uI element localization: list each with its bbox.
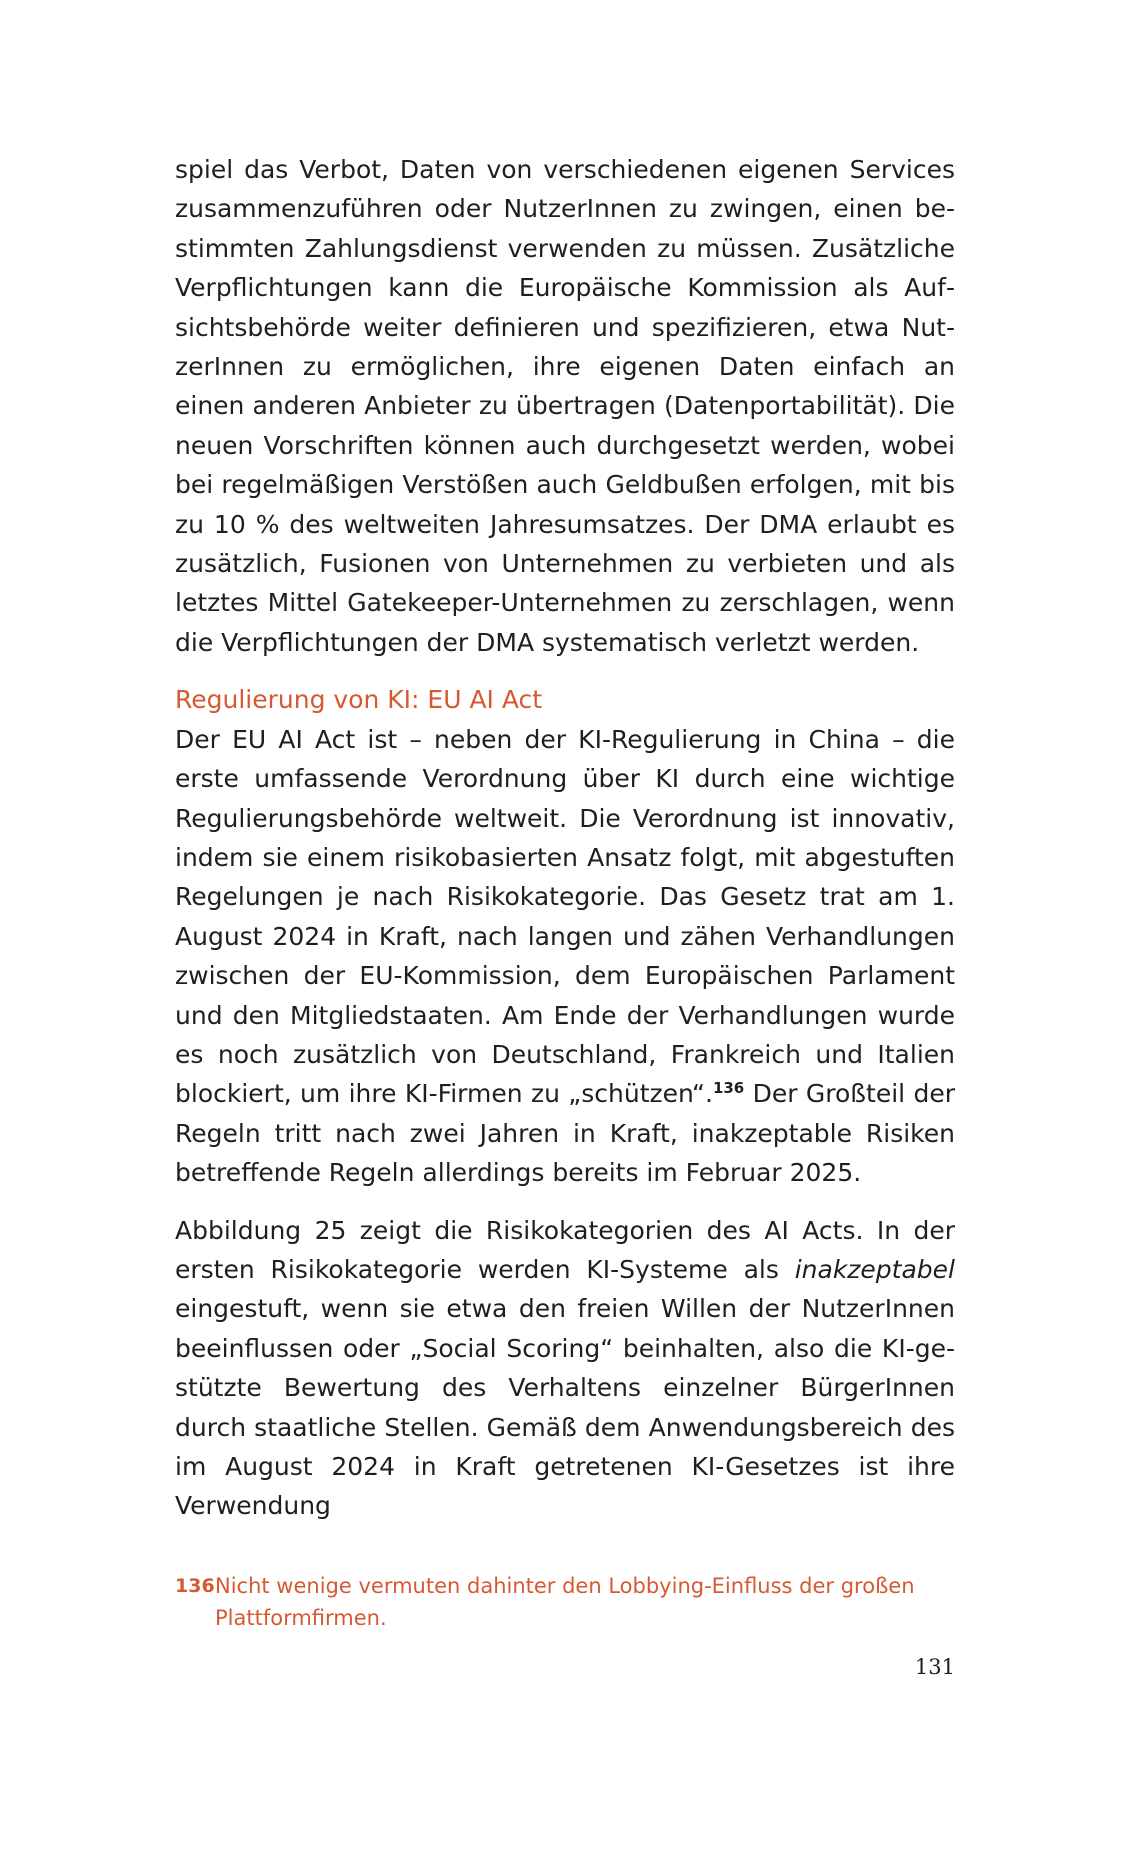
footnote-reference[interactable]: 136: [712, 1079, 745, 1098]
footnote: [175, 1570, 955, 1634]
body-paragraph: [175, 1211, 955, 1526]
page-body: [175, 150, 955, 1526]
body-paragraph: [175, 720, 955, 1193]
section-heading: Regulierung von KI: EU AI Act: [175, 685, 543, 715]
footnote-number: 136: [175, 1575, 215, 1597]
emphasized-term: inakzeptabel: [794, 1254, 955, 1284]
paragraph-text: Der Großteil der Regeln tritt nach zwei Jahren in Kraft, inakzeptable Risiken betreffende Regeln allerdings bereits im Februar 2025.: [175, 1079, 956, 1188]
body-paragraph: spiel das Verbot, Daten von verschiedenen eigenen Services zusammenzuführen oder NutzerInnen zu zwingen, einen bestimmten Zahlungsdienst verwenden zu müssen. Zusätzliche Verpflichtungen kann die Europäische Kommission als Aufsichtsbehörde weiter definieren und spezifizieren, etwa NutzerInnen zu ermöglichen, ihre eigenen Daten einfach an einen anderen Anbieter zu übertragen (Datenportabilität). Die neuen Vorschriften können auch durchgesetzt werden, wobei bei regelmäßigen Verstößen auch Geldbußen erfolgen, mit bis zu 10 % des weltweiten Jahresumsatzes. Der DMA erlaubt es zusätzlich, Fusionen von Unternehmen zu verbieten und als letztes Mittel Gatekeeper-Unternehmen zu zerschlagen, wenn die Verpflichtungen der DMA systematisch verletzt werden.: [175, 155, 955, 657]
paragraph-text: Der EU AI Act ist – neben der KI-Regulierung in China – die erste umfassende Verordnung über KI durch eine wichtige Regulierungsbehörde weltweit. Die Verordnung ist innovativ, indem sie einem risikobasierten Ansatz folgt, mit abgestuften Regelungen je nach Risikokategorie. Das Gesetz trat am 1. August 2024 in Kraft, nach langen und zähen Verhandlungen zwischen der EU-Kommission, dem Europäischen Parlament und den Mitgliedstaaten. Am Ende der Verhandlungen wurde es noch zusätzlich von Deutschland, Frankreich und Italien blockiert, um ihre KI-Firmen zu „schützen“.: [175, 724, 955, 1109]
page-number: 131: [914, 1655, 955, 1679]
paragraph-text: eingestuft, wenn sie etwa den freien Willen der NutzerInnen beeinflussen oder „Social Scoring“ beinhalten, also die KI-gestützte Bewertung des Verhaltens einzelner BürgerInnen durch staatliche Stellen. Gemäß dem Anwendungsbereich des im August 2024 in Kraft getretenen KI-Gesetzes ist ihre Verwendung: [175, 1294, 955, 1521]
footnote-text: Nicht wenige vermuten dahinter den Lobbying-Einfluss der großen Plattformfirmen.: [215, 1574, 915, 1630]
paragraph-text: Abbildung 25 zeigt die Risikokategorien des AI Acts. In der ersten Risikokategorie werden KI-Systeme als: [175, 1215, 955, 1284]
